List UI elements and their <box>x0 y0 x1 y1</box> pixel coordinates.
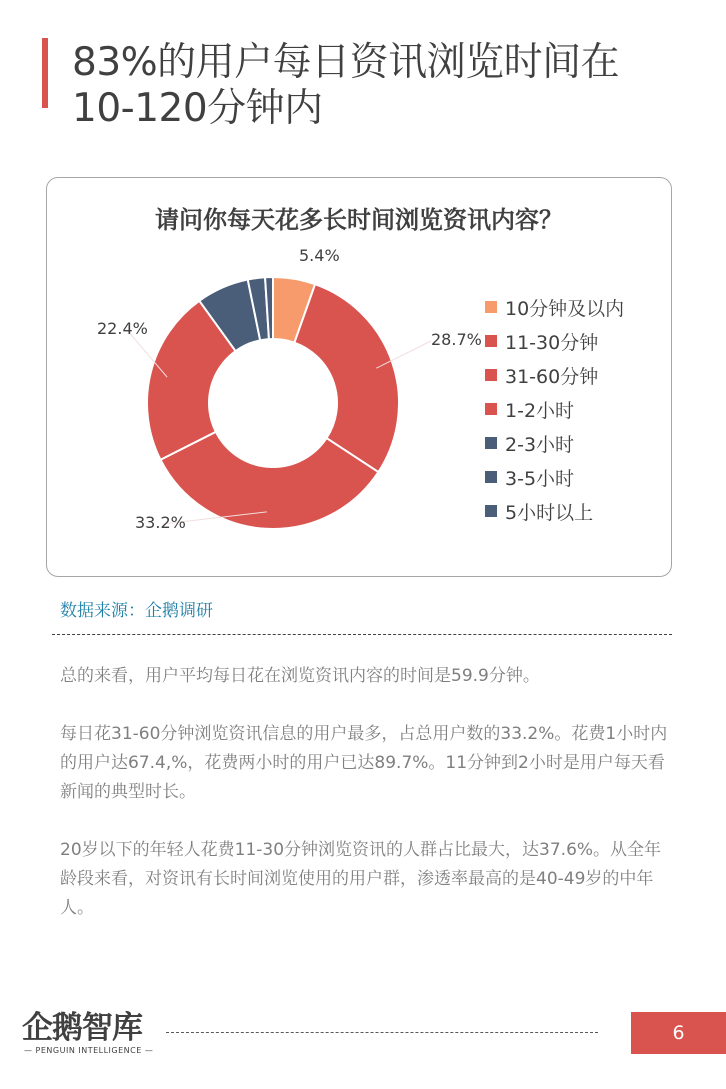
legend-item <box>485 290 665 324</box>
legend-swatch <box>485 369 497 381</box>
body-text <box>60 662 674 952</box>
paragraph-summary: 总的来看，用户平均每日花在浏览资讯内容的时间是59.9分钟。 <box>60 666 540 686</box>
legend-label: 31-60分钟 <box>505 365 599 388</box>
penguin-intelligence-logo <box>22 1002 152 1062</box>
legend-item <box>485 392 665 426</box>
legend-label: 5小时以上 <box>505 501 594 524</box>
title-accent-bar <box>42 38 48 108</box>
page-title-line-1: 83%的用户每日资讯浏览时间在 <box>72 40 620 85</box>
legend-label: 11-30分钟 <box>505 331 599 354</box>
legend-swatch <box>485 471 497 483</box>
legend-label: 1-2小时 <box>505 399 575 422</box>
legend-item <box>485 494 665 528</box>
logo-subtitle: — PENGUIN INTELLIGENCE — <box>24 1046 154 1055</box>
paragraph-duration: 每日花31-60分钟浏览资讯信息的用户最多，占总用户数的33.2%。花费1小时内的用户达67.4,%，花费两小时的用户已达89.7%。11分钟到2小时是用户每天看新闻的典型时长。 <box>60 724 668 802</box>
chart-card <box>46 177 672 577</box>
legend-swatch <box>485 437 497 449</box>
chart-title: 请问你每天花多长时间浏览资讯内容？ <box>155 206 563 234</box>
page-title <box>72 40 702 132</box>
legend-label: 3-5小时 <box>505 467 575 490</box>
data-label: 28.7% <box>431 330 482 349</box>
legend-item <box>485 358 665 392</box>
logo-text: 企鹅智库 <box>22 1010 142 1046</box>
data-label: 5.4% <box>299 246 340 265</box>
legend-item <box>485 426 665 460</box>
donut-slice <box>294 284 399 472</box>
paragraph-age: 20岁以下的年轻人花费11-30分钟浏览资讯的人群占比最大，达37.6%。从全年龄段来看，对资讯有长时间浏览使用的用户群，渗透率最高的是40-49岁的中年人。 <box>60 840 662 918</box>
data-label: 22.4% <box>97 319 148 338</box>
legend-swatch <box>485 301 497 313</box>
legend-swatch <box>485 335 497 347</box>
page-title-line-2: 10-120分钟内 <box>72 86 323 131</box>
legend-swatch <box>485 403 497 415</box>
legend-swatch <box>485 505 497 517</box>
legend-label: 10分钟及以内 <box>505 297 625 320</box>
legend-item <box>485 324 665 358</box>
legend-item <box>485 460 665 494</box>
footer-divider <box>166 1032 598 1033</box>
legend-label: 2-3小时 <box>505 433 575 456</box>
chart-legend <box>485 290 665 528</box>
page-number: 6 <box>631 1012 726 1054</box>
data-label: 33.2% <box>135 513 186 532</box>
data-source: 数据来源：企鹅调研 <box>60 601 213 621</box>
divider <box>52 634 672 635</box>
